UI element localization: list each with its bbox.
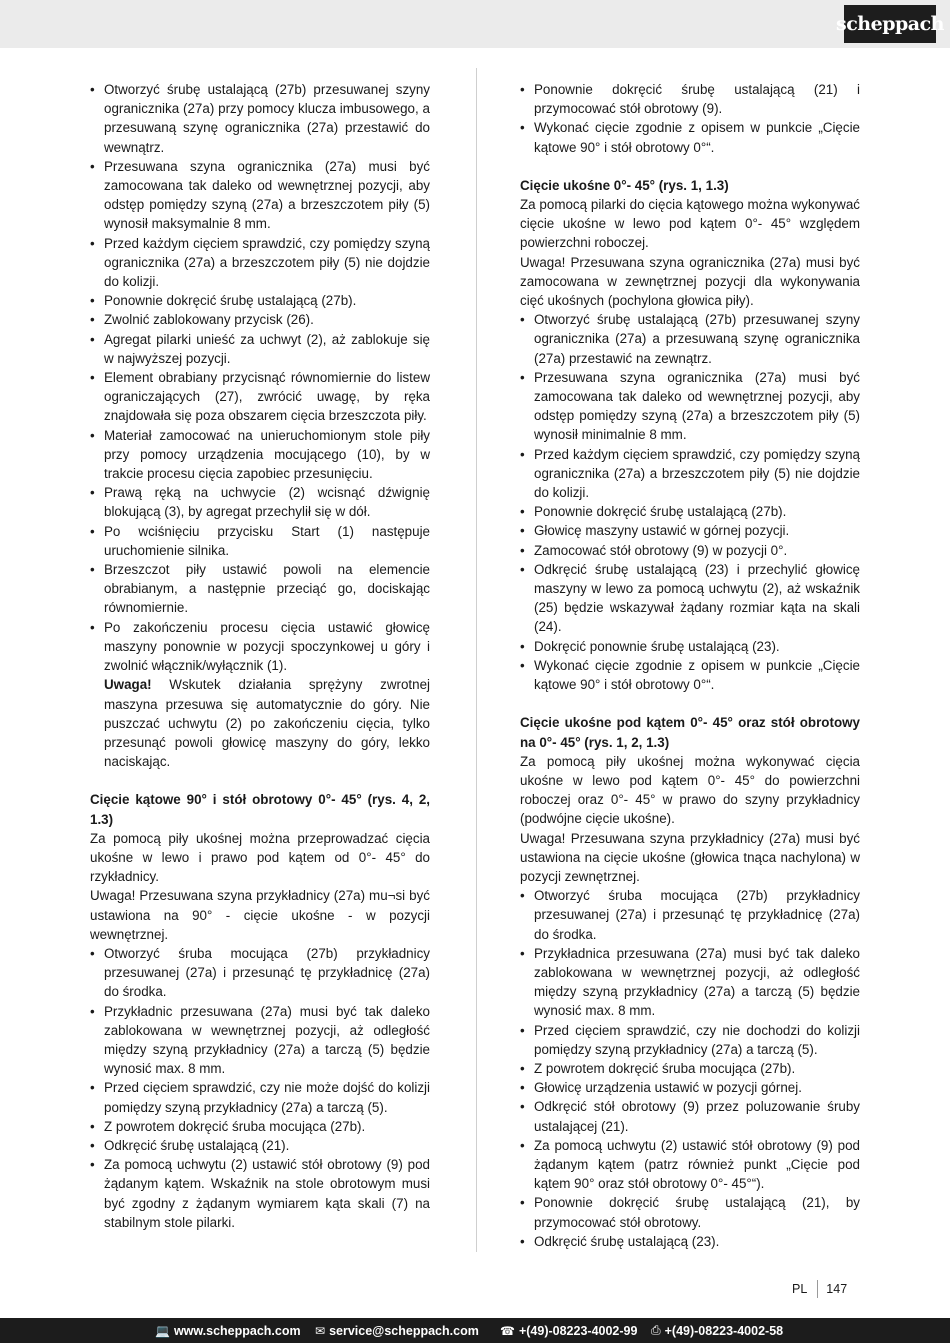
list-item: • Głowicę maszyny ustawić w górnej pozycji. — [520, 521, 860, 540]
list-item: • Otworzyć śrubę ustalającą (27b) przesuwanej szyny ogranicznika (27a) a przesuwaną szynę ogranicznika (27a) przestawić na zewnątrz. — [520, 310, 860, 368]
instruction-list — [520, 80, 860, 157]
instruction-list — [520, 886, 860, 1251]
warning-paragraph — [90, 675, 430, 771]
fax-text: +(49)-08223-4002-58 — [664, 1323, 784, 1338]
section-heading: Cięcie kątowe 90° i stół obrotowy 0°- 45° (rys. 4, 2, 1.3) — [90, 792, 430, 827]
list-item: • Odkręcić stół obrotowy (9) przez poluzowanie śruby ustalającej (21). — [520, 1097, 860, 1135]
list-item: • Po wciśnięciu przycisku Start (1) następuje uruchomienie silnika. — [90, 522, 430, 560]
fax-icon: ⎙ — [651, 1323, 661, 1337]
instruction-list — [90, 944, 430, 1232]
list-item: • Prawą ręką na uchwycie (2) wcisnąć dźwignię blokującą (3), by agregat przechylił się w dół. — [90, 483, 430, 521]
list-item: • Ponownie dokręcić śrubę ustalającą (21), by przymocować stół obrotowy. — [520, 1193, 860, 1231]
list-item: • Przed cięciem sprawdzić, czy nie dochodzi do kolizji pomiędzy szyną przykładnicy (27a) a tarczą (5). — [520, 1021, 860, 1059]
page-number-block — [792, 1280, 847, 1298]
list-item: • Ponownie dokręcić śrubę ustalającą (27b). — [90, 291, 430, 310]
list-item: • Wykonać cięcie zgodnie z opisem w punkcie „Cięcie kątowe 90° i stół obrotowy 0°“. — [520, 118, 860, 156]
instruction-list — [90, 80, 430, 675]
list-item: • Po zakończeniu procesu cięcia ustawić głowicę maszyny ponownie w pozycji spoczynkowej u góry i zwolnić włącznik/wyłącznik (1). — [90, 618, 430, 676]
mail-icon: ✉ — [315, 1323, 326, 1338]
list-item: • Otworzyć śrubę ustalającą (27b) przesuwanej szyny ogranicznika (27a) przy pomocy klucza imbusowego, a przesuwaną szynę ogranicznika (27a) przestawić do wewnątrz. — [90, 80, 430, 157]
footer-website[interactable] — [155, 1324, 301, 1338]
language-code: PL — [792, 1282, 808, 1296]
column-divider — [476, 68, 477, 1252]
list-item: • Ponownie dokręcić śrubę ustalającą (21) i przymocować stół obrotowy (9). — [520, 80, 860, 118]
section-intro: Za pomocą piły ukośnej można wykonywać cięcia ukośne w lewo pod kątem 0°- 45° do powierzchni roboczej oraz 0°- 45° w prawo do szyny przykładnicy (podwójne cięcie ukośne). — [520, 753, 860, 827]
footer-phone — [500, 1324, 637, 1338]
list-item: • Element obrabiany przycisnąć równomiernie do listew ograniczających (27), zwrócić uwagę, by ręka znajdowała się poza obszarem cięcia brzeszczota piły. — [90, 368, 430, 426]
instruction-list — [520, 310, 860, 694]
scheppach-logo: scheppach — [844, 5, 936, 43]
list-item: • Przed każdym cięciem sprawdzić, czy pomiędzy szyną ogranicznika (27a) a brzeszczotem piły (5) nie dojdzie do kolizji. — [90, 234, 430, 292]
monitor-icon: 💻 — [155, 1323, 170, 1338]
list-item: • Ponownie dokręcić śrubę ustalającą (27b). — [520, 502, 860, 521]
warning-label: Uwaga! — [104, 677, 152, 693]
list-item: • Materiał zamocować na unieruchomionym stole piły przy pomocy urządzenia mocującego (10), by w trakcie procesu cięcia zapobiec przesunięciu. — [90, 426, 430, 484]
footer-email[interactable] — [315, 1324, 479, 1338]
list-item: • Dokręcić ponownie śrubę ustalającą (23). — [520, 637, 860, 656]
section-note: Uwaga! Przesuwana szyna przykładnicy (27a) mu¬si być ustawiona na 90° - cięcie ukośne - w pozycji wewnętrznej. — [90, 888, 430, 942]
phone-text: +(49)-08223-4002-99 — [518, 1323, 638, 1338]
list-item: • Z powrotem dokręcić śruba mocująca (27b). — [520, 1059, 860, 1078]
footer-fax — [651, 1323, 783, 1338]
list-item: • Przed cięciem sprawdzić, czy nie może dojść do kolizji pomiędzy szyną przykładnicy (27a) a tarczą (5). — [90, 1078, 430, 1116]
footer-bar — [0, 1318, 950, 1343]
section-heading: Cięcie ukośne 0°- 45° (rys. 1, 1.3) — [520, 177, 729, 193]
list-item: • Odkręcić śrubę ustalającą (21). — [90, 1136, 430, 1155]
list-item: • Brzeszczot piły ustawić powoli na elemencie obrabianym, a następnie przeciąć go, dociskając równomiernie. — [90, 560, 430, 618]
list-item: • Przykładnic przesuwana (27a) musi być tak daleko zablokowana w wewnętrznej pozycji, aż odległość między szyną przykładnicy (27a) a tarczą (5) będzie wynosić max. 8 mm. — [90, 1002, 430, 1079]
section-heading: Cięcie ukośne pod kątem 0°- 45° oraz stół obrotowy na 0°- 45° (rys. 1, 2, 1.3) — [520, 715, 860, 750]
list-item: • Przesuwana szyna ogranicznika (27a) musi być zamocowana tak daleko od wewnętrznej pozycji, aby odstęp pomiędzy szyną (27a) a brzeszczotem piły (5) wynosił minimalnie 8 mm. — [520, 368, 860, 445]
section-note: Uwaga! Przesuwana szyna przykładnicy (27a) musi być ustawiona na cięcie ukośne (głowica tnąca nachylona) w pozycji zewnętrznej. — [520, 830, 860, 884]
list-item: • Odkręcić śrubę ustalającą (23). — [520, 1232, 860, 1251]
list-item: • Odkręcić śrubę ustalającą (23) i przechylić głowicę maszyny w lewo za pomocą uchwytu (2), aż wskaźnik (25) będzie wskazywał żądany rozmiar kąta na skali (24). — [520, 560, 860, 637]
list-item: • Za pomocą uchwytu (2) ustawić stół obrotowy (9) pod żądanym kątem. Wskaźnik na stole obrotowym musi być zgodny z żądanym wymiarem kąta skali (7) na stabilnym stole pilarki. — [90, 1155, 430, 1232]
website-text[interactable]: www.scheppach.com — [173, 1323, 301, 1338]
header-bar — [0, 0, 950, 48]
list-item: • Przed każdym cięciem sprawdzić, czy pomiędzy szyną ogranicznika (27a) a brzeszczotem piły (5) nie dojdzie do kolizji. — [520, 445, 860, 503]
section-note: Uwaga! Przesuwana szyna ogranicznika (27a) musi być zamocowana w zewnętrznej pozycji dla wykonywania cięć ukośnych (pochylona głowica piły). — [520, 254, 860, 309]
page-number: 147 — [826, 1282, 848, 1296]
list-item: • Otworzyć śruba mocująca (27b) przykładnicy przesuwanej (27a) i przesunąć tę przykładnicę (27a) do środka. — [90, 944, 430, 1002]
list-item: • Za pomocą uchwytu (2) ustawić stół obrotowy (9) pod żądanym kątem (patrz również punkt „Cięcie pod kątem 90° oraz stół obrotowy 0°- 45°“). — [520, 1136, 860, 1194]
email-text[interactable]: service@scheppach.com — [329, 1323, 479, 1338]
list-item: • Głowicę urządzenia ustawić w pozycji górnej. — [520, 1078, 860, 1097]
warning-text: Wskutek działania sprężyny zwrotnej maszyna przesuwa się automatycznie do góry. Nie puszczać uchwytu (2) po zakończeniu cięcia, tylko przesunąć powoli głowicę maszyny do góry, lekko naciskając. — [104, 677, 430, 770]
list-item: • Agregat pilarki unieść za uchwyt (2), aż zablokuje się w najwyższej pozycji. — [90, 330, 430, 368]
list-item: • Zamocować stół obrotowy (9) w pozycji 0°. — [520, 541, 860, 560]
right-column — [520, 80, 860, 1251]
list-item: • Zwolnić zablokowany przycisk (26). — [90, 310, 430, 329]
phone-icon: ☎ — [500, 1323, 515, 1338]
list-item: • Przesuwana szyna ogranicznika (27a) musi być zamocowana tak daleko od wewnętrznej pozycji, aby odstęp pomiędzy szyną (27a) a brzeszczotem piły (5) wynosił maksymalnie 8 mm. — [90, 157, 430, 234]
left-column — [90, 80, 430, 1232]
section-intro: Za pomocą pilarki do cięcia kątowego można wykonywać cięcie ukośne w lewo pod kątem 0°- 45° względem powierzchni roboczej. — [520, 197, 860, 251]
list-item: • Otworzyć śruba mocująca (27b) przykładnicy przesuwanej (27a) i przesunąć tę przykładnicę (27a) do środka. — [520, 886, 860, 944]
section-intro: Za pomocą piły ukośnej można przeprowadzać cięcia ukośne w lewo i prawo pod kątem od 0°- 45° do rzykładnicy. — [90, 830, 430, 885]
list-item: • Z powrotem dokręcić śruba mocująca (27b). — [90, 1117, 430, 1136]
list-item: • Przykładnica przesuwana (27a) musi być tak daleko zablokowana w wewnętrznej pozycji, aż odległość między szyną przykładnicy (27a) a tarczą (5) będzie wynosić max. 8 mm. — [520, 944, 860, 1021]
list-item: • Wykonać cięcie zgodnie z opisem w punkcie „Cięcie kątowe 90° i stół obrotowy 0°“. — [520, 656, 860, 694]
page-separator — [817, 1280, 818, 1298]
